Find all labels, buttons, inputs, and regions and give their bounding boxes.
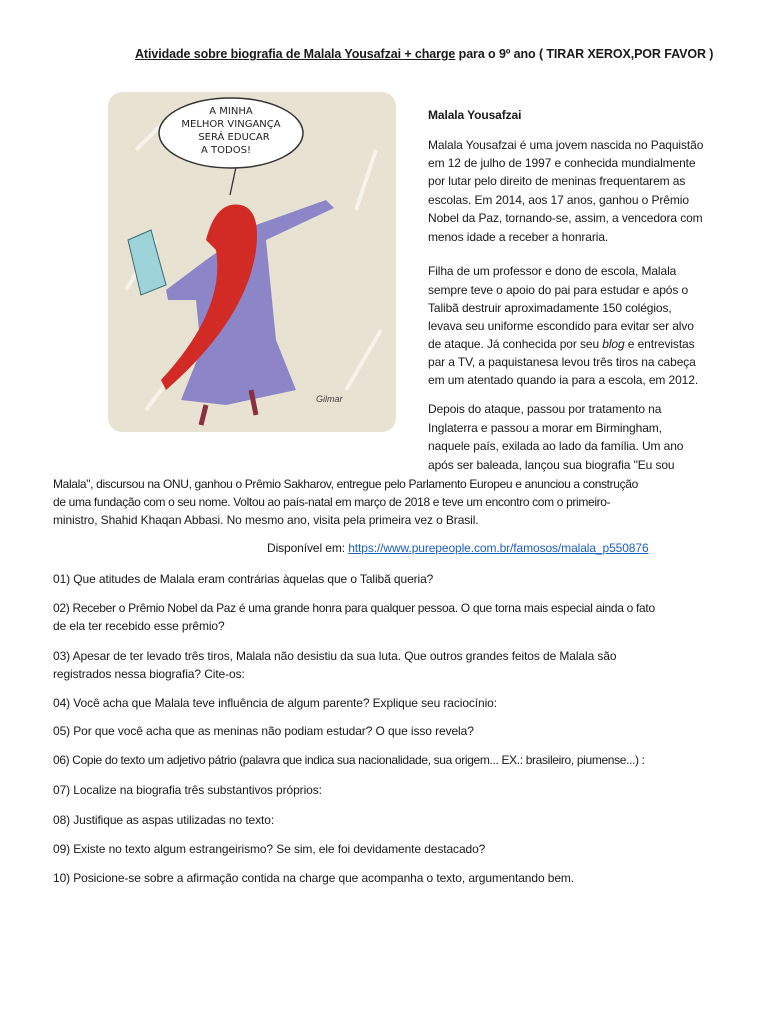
question-04: 04) Você acha que Malala teve influência de algum parente? Explique seu raciocínio: — [53, 696, 497, 710]
speech-line-2: MELHOR VINGANÇA — [181, 119, 281, 130]
question-09: 09) Existe no texto algum estrangeirismo? Se sim, ele foi devidamente destacado? — [53, 842, 486, 856]
speech-line-4: A TODOS! — [201, 145, 251, 156]
question-02: 02) Receber o Prêmio Nobel da Paz é uma grande honra para qualquer pessoa. O que torna mais especial ainda o fato — [53, 601, 655, 615]
blog-italic: blog — [602, 337, 625, 351]
bio-p3-line: ministro, Shahid Khaqan Abbasi. No mesmo ano, visita pela primeira vez o Brasil. — [53, 513, 479, 527]
bio-p2-line: Talibã destruir aproximadamente 150 colégios, — [428, 301, 672, 315]
bio-p2-line: Filha de um professor e dono de escola, Malala — [428, 264, 677, 278]
bio-p2-line: levava seu uniforme escondido para evitar ser alvo — [428, 319, 694, 333]
bio-p2-line: em um atentado quando ia para a escola, em 2012. — [428, 373, 699, 387]
source-label: Disponível em: — [267, 541, 349, 555]
source-link[interactable]: https://www.purepeople.com.br/famosos/malala_p550876 — [348, 541, 649, 555]
bio-p3-line: de uma fundação com o seu nome. Voltou ao país-natal em março de 2018 e teve um encontro com o primeiro- — [53, 495, 611, 509]
page-title — [135, 47, 713, 61]
bio-p1-line: menos idade a receber a honraria. — [428, 230, 609, 244]
speech-line-3: SERÁ EDUCAR — [198, 132, 270, 143]
text-span: de ataque. Já conhecida por seu — [428, 337, 603, 351]
bio-p1-line: escolas. Em 2014, aos 17 anos, ganhou o Prêmio — [428, 193, 689, 207]
question-06: 06) Copie do texto um adjetivo pátrio (palavra que indica sua nacionalidade, sua origem... EX.: brasileiro, piumense...) : — [53, 753, 645, 767]
bio-p1-line: em 12 de julho de 1997 e conhecida mundialmente — [428, 156, 696, 170]
bio-p3-line: Malala", discursou na ONU, ganhou o Prêmio Sakharov, entregue pelo Parlamento Europeu e anunciou a construção — [53, 477, 638, 491]
bio-p3-line: Depois do ataque, passou por tratamento na — [428, 402, 662, 416]
question-03: 03) Apesar de ter levado três tiros, Malala não desistiu da sua luta. Que outros grandes feitos de Malala são — [53, 649, 617, 663]
source-line — [267, 541, 649, 555]
bio-p1-line: Malala Yousafzai é uma jovem nascida no Paquistão — [428, 138, 704, 152]
bio-p2-line — [428, 337, 695, 351]
bio-p1-line: Nobel da Paz, tornando-se, assim, a vencedora com — [428, 211, 703, 225]
bio-p3-line: após ser baleada, lançou sua biografia "Eu sou — [428, 458, 675, 472]
malala-cartoon-image — [106, 90, 398, 434]
speech-line-1: A MINHA — [209, 106, 253, 117]
bio-p2-line: sempre teve o apoio do pai para estudar e após o — [428, 283, 689, 297]
text-span: e entrevistas — [624, 337, 695, 351]
question-07: 07) Localize na biografia três substantivos próprios: — [53, 783, 322, 797]
question-01: 01) Que atitudes de Malala eram contrárias àquelas que o Talibã queria? — [53, 572, 434, 586]
title-rest: para o 9º ano ( TIRAR XEROX,POR FAVOR ) — [455, 47, 714, 61]
bio-p1-line: por lutar pelo direito de meninas frequentarem as — [428, 174, 686, 188]
title-underlined: Atividade sobre biografia de Malala Yousafzai + charge — [135, 47, 456, 61]
question-03-cont: registrados nessa biografia? Cite-os: — [53, 667, 245, 681]
question-05: 05) Por que você acha que as meninas não podiam estudar? O que isso revela? — [53, 724, 474, 738]
question-10: 10) Posicione-se sobre a afirmação contida na charge que acompanha o texto, argumentando bem. — [53, 871, 575, 885]
bio-p3-line: Inglaterra e passou a morar em Birmingham, — [428, 421, 662, 435]
bio-p3-line: naquele país, exilada ao lado da família. Um ano — [428, 439, 684, 453]
bio-p2-line: par a TV, a paquistanesa levou três tiros na cabeça — [428, 355, 696, 369]
bio-heading: Malala Yousafzai — [428, 108, 522, 122]
cartoon-signature: Gilmar — [316, 394, 343, 404]
question-02-cont: de ela ter recebido esse prêmio? — [53, 619, 225, 633]
question-08: 08) Justifique as aspas utilizadas no texto: — [53, 813, 275, 827]
